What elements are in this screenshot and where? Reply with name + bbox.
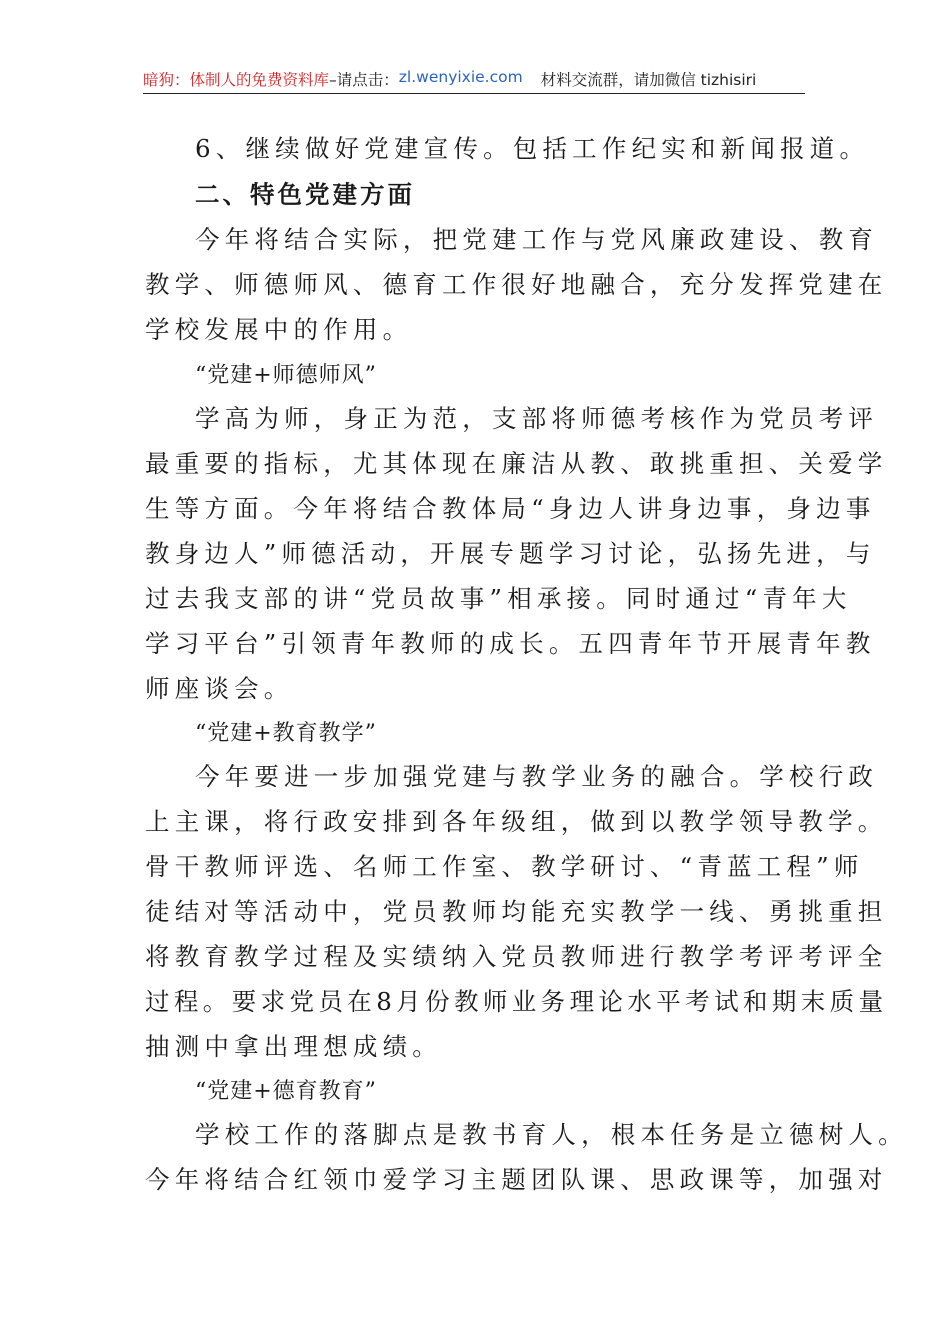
paragraph-line: 过去我支部的讲“党员故事”相承接。同时通过“青年大 bbox=[145, 584, 852, 613]
paragraph-line: 今年将结合红领巾爱学习主题团队课、思政课等，加强对 bbox=[145, 1165, 888, 1194]
paragraph-line: 上主课，将行政安排到各年级组，做到以教学领导教学。 bbox=[145, 807, 888, 836]
paragraph-line: 师座谈会。 bbox=[145, 674, 294, 703]
header-url-link[interactable]: zl.wenyixie.com bbox=[398, 68, 523, 86]
paragraph-line: 过程。要求党员在8月份教师业务理论水平考试和期末质量 bbox=[145, 987, 888, 1016]
subheading-moral-education: “党建+德育教育” bbox=[195, 1079, 377, 1104]
paragraph-line: 教身边人”师德活动，开展专题学习讨论，弘扬先进，与 bbox=[145, 539, 876, 568]
header-prompt: –请点击： bbox=[329, 71, 399, 89]
paragraph-line: 学校发展中的作用。 bbox=[145, 315, 413, 344]
page-header bbox=[143, 62, 805, 94]
list-item-6: 6、继续做好党建宣传。包括工作纪实和新闻报道。 bbox=[195, 134, 870, 163]
header-contact: 材料交流群，请加微信 tizhisiri bbox=[540, 71, 757, 89]
paragraph-line: 今年要进一步加强党建与教学业务的融合。学校行政 bbox=[195, 762, 879, 791]
paragraph-line: 学习平台”引领青年教师的成长。五四青年节开展青年教 bbox=[145, 629, 876, 658]
paragraph-line: 最重要的指标，尤其体现在廉洁从教、敢挑重担、关爱学 bbox=[145, 449, 888, 478]
paragraph-line: 学高为师，身正为范，支部将师德考核作为党员考评 bbox=[195, 404, 879, 433]
paragraph-line: 教学、师德师风、德育工作很好地融合，充分发挥党建在 bbox=[145, 270, 888, 299]
paragraph-line: 学校工作的落脚点是教书育人，根本任务是立德树人。 bbox=[195, 1120, 908, 1149]
subheading-teacher-ethics: “党建+师德师风” bbox=[195, 363, 377, 388]
paragraph-line: 生等方面。今年将结合教体局“身边人讲身边事，身边事 bbox=[145, 494, 876, 523]
paragraph-line: 徒结对等活动中，党员教师均能充实教学一线、勇挑重担 bbox=[145, 897, 888, 926]
header-brand: 暗狗：体制人的免费资料库 bbox=[143, 71, 330, 89]
section-heading: 二、特色党建方面 bbox=[195, 180, 415, 209]
paragraph-line: 将教育教学过程及实绩纳入党员教师进行教学考评考评全 bbox=[145, 942, 888, 971]
subheading-teaching: “党建+教育教学” bbox=[195, 721, 377, 746]
paragraph-line: 今年将结合实际，把党建工作与党风廉政建设、教育 bbox=[195, 225, 879, 254]
paragraph-line: 抽测中拿出理想成绩。 bbox=[145, 1032, 442, 1061]
paragraph-line: 骨干教师评选、名师工作室、教学研讨、“青蓝工程”师 bbox=[145, 852, 864, 881]
